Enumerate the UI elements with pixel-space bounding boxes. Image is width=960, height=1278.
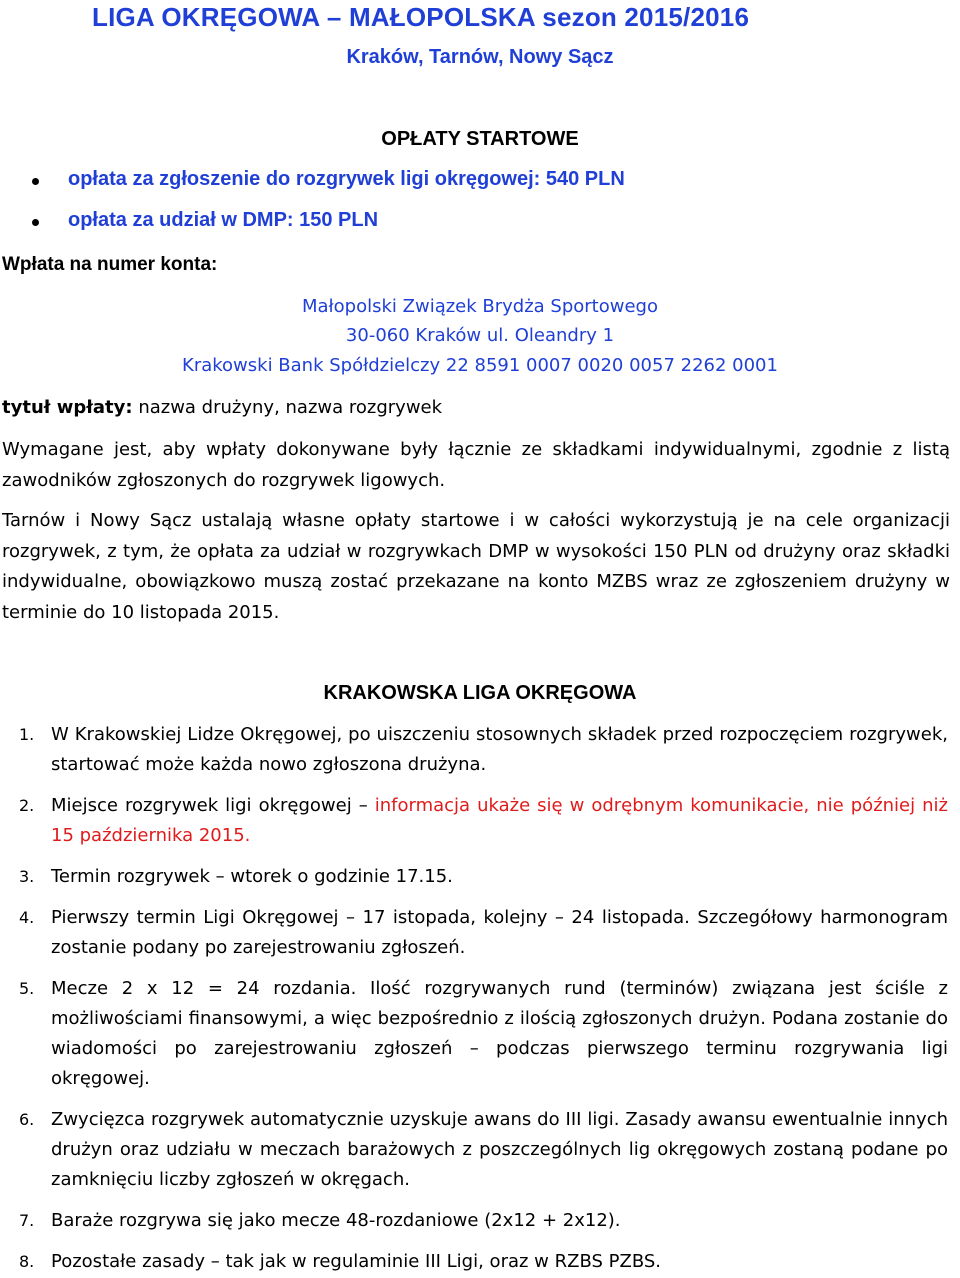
payment-recipient: Małopolski Związek Brydża Sportowego — [301, 296, 658, 317]
rule-number: 1. — [19, 725, 35, 744]
rule-highlight: informacja ukaże się w odrębnym komunikacie, nie później niż 15 października 2015. — [51, 795, 948, 846]
rule-number: 7. — [19, 1211, 35, 1230]
rule-text: Miejsce rozgrywek ligi okręgowej – — [51, 795, 375, 816]
rule-text: W Krakowskiej Lidze Okręgowej, po uiszczeniu stosownych składek przed rozpoczęciem rozgrywek, startować może każda nowo zgłoszona drużyna. — [51, 724, 948, 775]
rule-text: Pozostałe zasady – tak jak w regulaminie III Ligi, oraz w RZBS PZBS. — [51, 1251, 661, 1272]
rule-item — [0, 1206, 948, 1236]
fee-list — [0, 168, 625, 250]
rule-item — [0, 862, 948, 892]
fee-item — [0, 209, 625, 250]
payment-title-label: tytuł wpłaty: — [2, 397, 133, 418]
payment-title-value: nazwa drużyny, nazwa rozgrywek — [132, 397, 443, 418]
bullet-icon — [32, 219, 39, 226]
rule-number: 3. — [19, 867, 35, 886]
payment-title-line — [2, 393, 442, 423]
fees-heading: OPŁATY STARTOWE — [381, 128, 579, 150]
rule-text: Termin rozgrywek – wtorek o godzinie 17.15. — [51, 866, 453, 887]
rule-item — [0, 974, 948, 1094]
rule-number: 5. — [19, 979, 35, 998]
bullet-icon — [32, 178, 39, 185]
rule-text: Mecze 2 x 12 = 24 rozdania. Ilość rozgrywanych rund (terminów) związana jest ściśle z możliwościami finansowymi, a więc bezpośrednio z ilością zgłoszonych drużyn. Podana zostanie do wiadomości po zarejestrowaniu zgłoszeń – podczas pierwszego terminu rozgrywania ligi okręgowej. — [51, 978, 948, 1089]
rule-number: 8. — [19, 1252, 35, 1271]
rule-number: 4. — [19, 908, 35, 927]
payment-address: 30-060 Kraków ul. Oleandry 1 — [345, 325, 615, 346]
fee-item-text: opłata za zgłoszenie do rozgrywek ligi okręgowej: 540 PLN — [68, 168, 625, 190]
tarnow-paragraph: Tarnów i Nowy Sącz ustalają własne opłaty startowe i w całości wykorzystują je na cele organizacji rozgrywek, z tym, że opłata za udział w rozgrywkach DMP w wysokości 150 PLN od drużyny oraz składki indywidualne, obowiązkowo muszą zostać przekazane na konto MZBS wraz ze zgłoszeniem drużyny w terminie do 10 listopada 2015. — [2, 510, 950, 623]
krakow-heading: KRAKOWSKA LIGA OKRĘGOWA — [323, 682, 637, 704]
rule-text: Pierwszy termin Ligi Okręgowej – 17 istopada, kolejny – 24 listopada. Szczegółowy harmonogram zostanie podany po zarejestrowaniu zgłoszeń. — [51, 907, 948, 958]
page-subtitle: Kraków, Tarnów, Nowy Sącz — [346, 46, 614, 68]
rule-number: 6. — [19, 1110, 35, 1129]
rule-item — [0, 903, 948, 963]
fee-item — [0, 168, 625, 209]
rule-number: 2. — [19, 796, 35, 815]
rule-text: Zwycięzca rozgrywek automatycznie uzyskuje awans do III ligi. Zasady awansu ewentualnie innych drużyn oraz udziału w meczach barażowych z poszczególnych lig okręgowych zostaną podane po zamknięciu liczby zgłoszeń w okręgach. — [51, 1109, 948, 1190]
rule-item — [0, 1247, 948, 1277]
rule-text: Baraże rozgrywa się jako mecze 48-rozdaniowe (2x12 + 2x12). — [51, 1210, 621, 1231]
payment-account: Krakowski Bank Spółdzielczy 22 8591 0007 0020 0057 2262 0001 — [182, 355, 778, 376]
payment-label: Wpłata na numer konta: — [2, 254, 218, 275]
rule-item — [0, 1105, 948, 1195]
rule-item — [0, 791, 948, 851]
fee-item-text: opłata za udział w DMP: 150 PLN — [68, 209, 379, 231]
rule-item — [0, 720, 948, 780]
requirement-paragraph: Wymagane jest, aby wpłaty dokonywane były łącznie ze składkami indywidualnymi, zgodnie z listą zawodników zgłoszonych do rozgrywek ligowych. — [2, 439, 950, 491]
rules-list — [0, 720, 960, 1277]
page-title: LIGA OKRĘGOWA – MAŁOPOLSKA sezon 2015/2016 — [92, 2, 750, 32]
